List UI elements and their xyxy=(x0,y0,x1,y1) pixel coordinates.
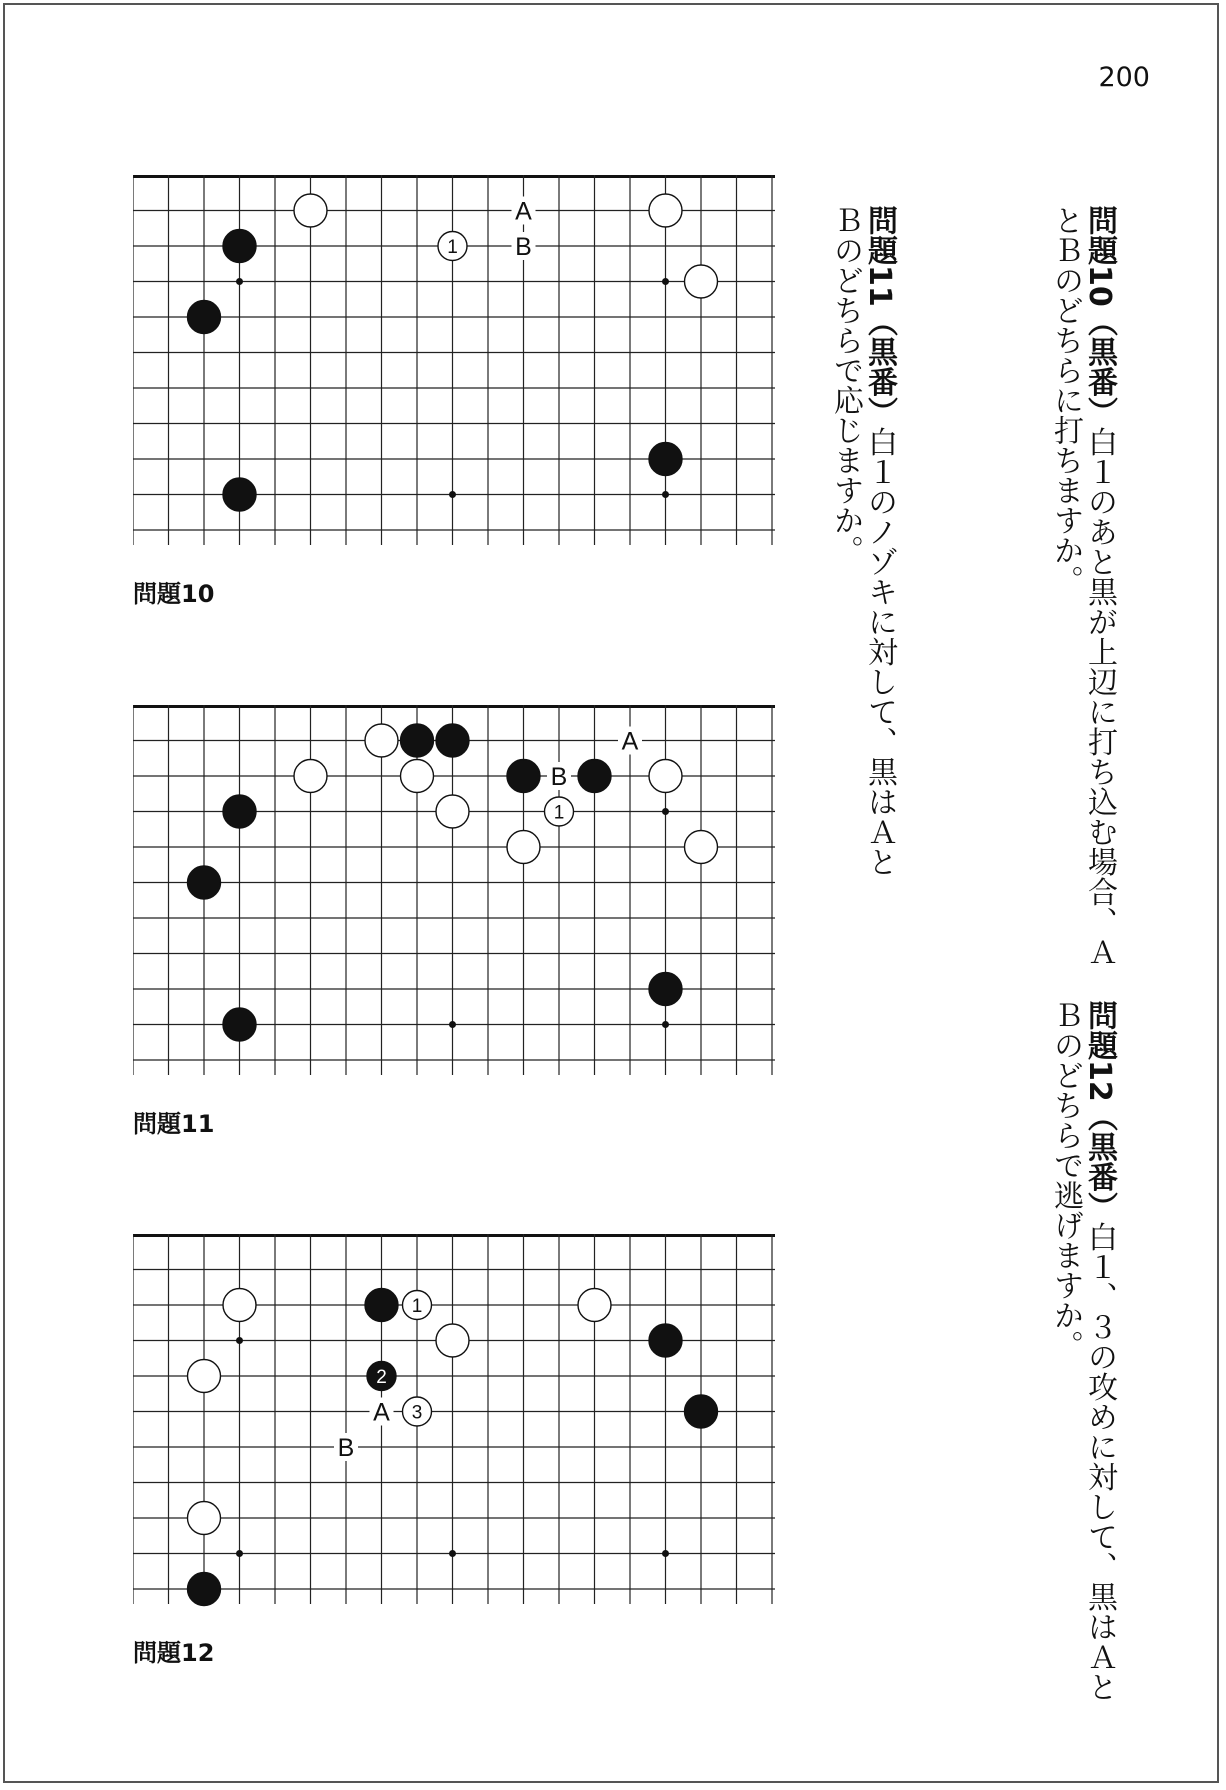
stone-number-1: 1 xyxy=(553,802,565,824)
hoshi-point xyxy=(449,491,456,498)
black-stone xyxy=(223,1008,256,1041)
black-stone xyxy=(188,866,221,899)
point-mark-b: B xyxy=(337,1434,355,1462)
go-board-problem-11 xyxy=(133,705,775,1080)
go-board-problem-12 xyxy=(133,1234,775,1609)
hoshi-point xyxy=(236,1337,243,1344)
caption-problem-11: 問題11 xyxy=(133,1110,215,1138)
white-stone xyxy=(507,831,540,864)
black-stone xyxy=(649,443,682,476)
stone-number-2: 2 xyxy=(376,1367,387,1388)
black-stone xyxy=(188,301,221,334)
board-svg-11 xyxy=(133,705,775,1080)
caption-problem-10: 問題10 xyxy=(133,580,215,608)
white-stone xyxy=(649,194,682,227)
caption-problem-12: 問題12 xyxy=(133,1639,215,1667)
point-mark-a: A xyxy=(515,197,532,226)
problem-10-body: 白１のあと黒が上辺に打ち込む場合、ＡとＢのどちらに打ちますか。 xyxy=(1048,205,1117,967)
problem-11-heading: 問題11（黒番） xyxy=(862,205,897,427)
hoshi-point xyxy=(449,1550,456,1557)
problem-12-heading: 問題12（黒番） xyxy=(1082,1000,1117,1222)
stone-number-1: 1 xyxy=(447,237,458,258)
white-stone xyxy=(294,194,327,227)
stone-number-3: 3 xyxy=(411,1402,423,1424)
hoshi-point xyxy=(662,491,669,498)
black-stone xyxy=(685,1395,718,1428)
problem-10-heading: 問題10（黒番） xyxy=(1082,205,1117,427)
white-stone xyxy=(188,1360,221,1393)
black-stone xyxy=(649,973,682,1006)
black-stone xyxy=(188,1573,221,1606)
white-stone xyxy=(685,831,718,864)
hoshi-point xyxy=(662,278,669,285)
black-stone xyxy=(578,760,611,793)
go-board-problem-10 xyxy=(133,175,775,550)
black-stone xyxy=(507,760,540,793)
hoshi-point xyxy=(662,808,669,815)
black-stone xyxy=(223,230,256,263)
black-stone xyxy=(223,795,256,828)
problem-11-body: 白１のノゾキに対して、黒はＡとＢのどちらで応じますか。 xyxy=(828,205,897,877)
black-stone xyxy=(401,724,434,757)
black-stone xyxy=(649,1324,682,1357)
white-stone xyxy=(649,760,682,793)
white-stone xyxy=(188,1502,221,1535)
hoshi-point xyxy=(662,1550,669,1557)
hoshi-point xyxy=(449,1021,456,1028)
problem-10-text xyxy=(976,205,1116,995)
white-stone xyxy=(436,1324,469,1357)
page-number: 200 xyxy=(1098,62,1150,93)
point-mark-b: B xyxy=(550,763,568,791)
problem-12-body: 白１、３の攻めに対して、黒はＡとＢのどちらで逃げますか。 xyxy=(1048,1000,1117,1702)
problem-11-text xyxy=(756,205,896,895)
hoshi-point xyxy=(236,1550,243,1557)
white-stone xyxy=(578,1289,611,1322)
hoshi-point xyxy=(236,278,243,285)
white-stone xyxy=(401,760,434,793)
stone-number-1: 1 xyxy=(411,1296,423,1317)
white-stone xyxy=(223,1289,256,1322)
white-stone xyxy=(685,265,718,298)
board-grid xyxy=(133,1234,775,1604)
point-mark-a: A xyxy=(621,727,639,756)
board-svg-12 xyxy=(133,1234,775,1609)
black-stone xyxy=(223,478,256,511)
white-stone xyxy=(365,724,398,757)
point-mark-b: B xyxy=(515,233,532,261)
black-stone xyxy=(436,724,469,757)
white-stone xyxy=(436,795,469,828)
white-stone xyxy=(294,760,327,793)
hoshi-point xyxy=(662,1021,669,1028)
point-mark-a: A xyxy=(373,1398,390,1427)
problem-12-text xyxy=(976,1000,1116,1710)
black-stone xyxy=(365,1289,398,1322)
board-svg-10 xyxy=(133,175,775,550)
